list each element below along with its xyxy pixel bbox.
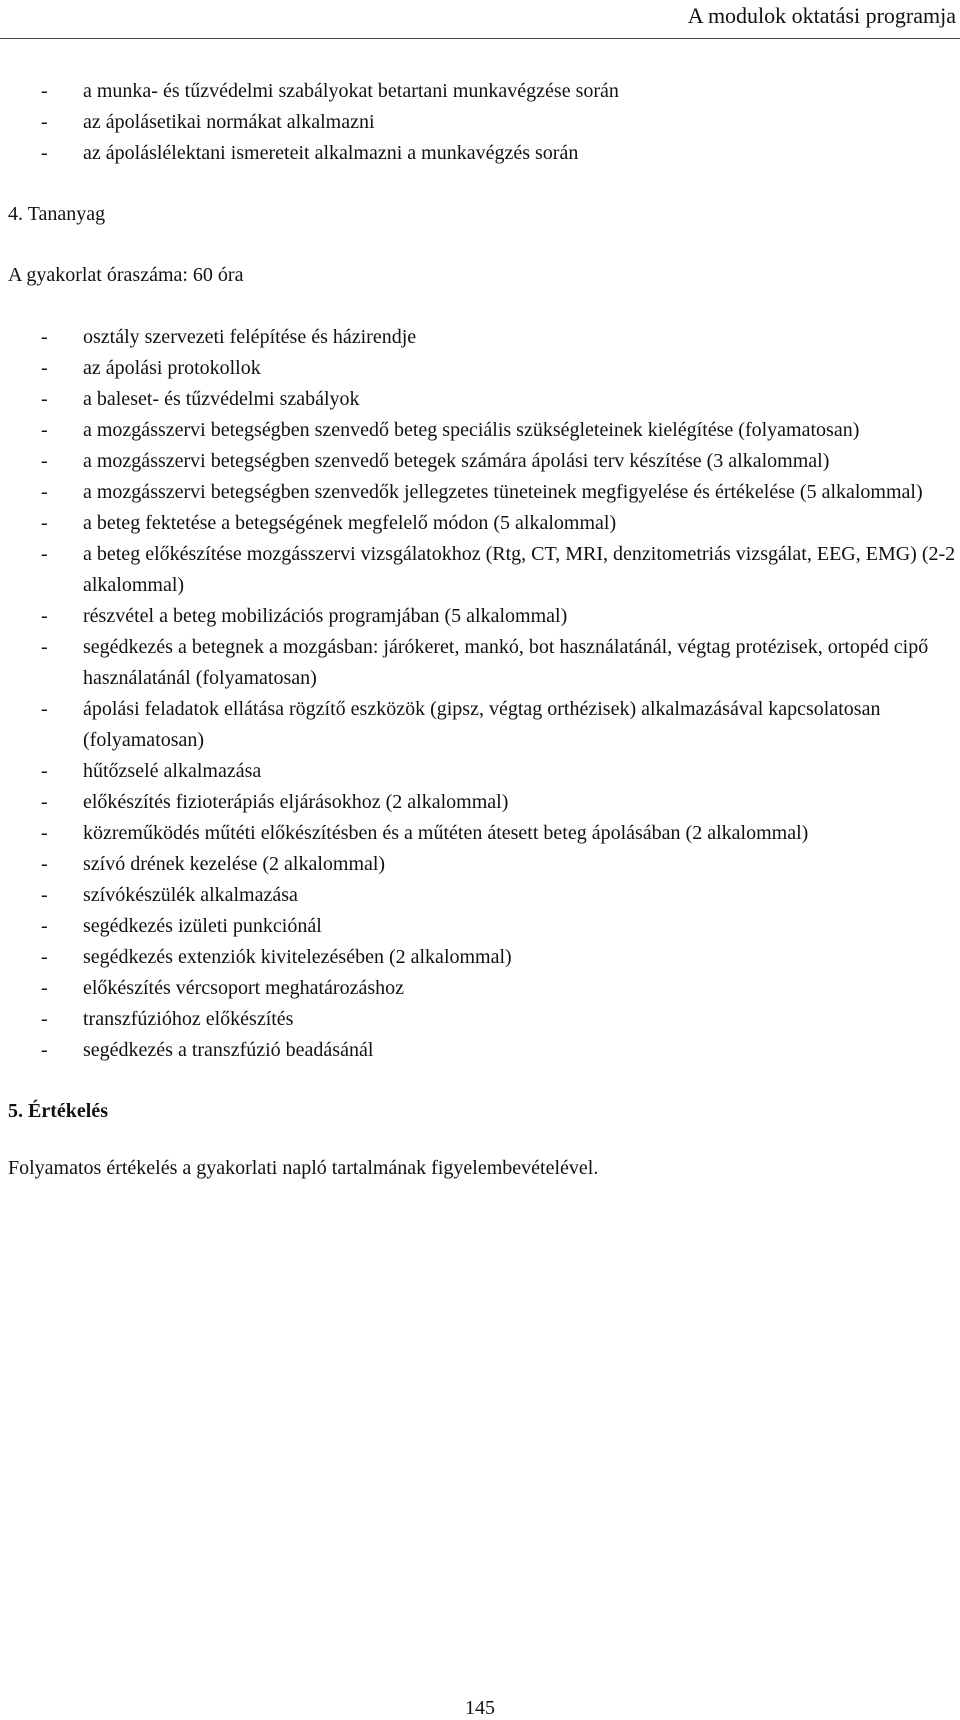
list-item: - segédkezés a betegnek a mozgásban: járókeret, mankó, bot használatánál, végtag protézisek, ortopéd cipő használatánál (folyamatosan) bbox=[41, 636, 929, 689]
list-item: - az ápoláslélektani ismereteit alkalmazni a munkavégzés során bbox=[41, 142, 579, 164]
list-item: - előkészítés vércsoport meghatározáshoz bbox=[41, 977, 404, 999]
list-item: - transzfúzióhoz előkészítés bbox=[41, 1008, 294, 1030]
list-item: - hűtőzselé alkalmazása bbox=[41, 760, 262, 782]
document-body bbox=[8, 76, 958, 1184]
list-item: - segédkezés a transzfúzió beadásánál bbox=[41, 1039, 374, 1061]
intro-list bbox=[8, 76, 958, 169]
list-item: - részvétel a beteg mobilizációs programjában (5 alkalommal) bbox=[41, 605, 568, 627]
list-item: - az ápolásetikai normákat alkalmazni bbox=[41, 111, 375, 133]
header-title: A modulok oktatási programja bbox=[687, 3, 956, 28]
list-item: - szívó drének kezelése (2 alkalommal) bbox=[41, 853, 386, 875]
section-heading-5: 5. Értékelés bbox=[8, 1100, 108, 1122]
hours-line: A gyakorlat óraszáma: 60 óra bbox=[8, 264, 244, 286]
list-item: - ápolási feladatok ellátása rögzítő eszközök (gipsz, végtag orthézisek) alkalmazásával kapcsolatosan (folyamatosan) bbox=[41, 698, 881, 751]
evaluation-text: Folyamatos értékelés a gyakorlati napló tartalmának figyelembevételével. bbox=[8, 1157, 599, 1179]
list-item: - előkészítés fizioterápiás eljárásokhoz (2 alkalommal) bbox=[41, 791, 509, 813]
list-item: - osztály szervezeti felépítése és házirendje bbox=[41, 326, 417, 348]
list-item: - a munka- és tűzvédelmi szabályokat betartani munkavégzése során bbox=[41, 80, 619, 102]
list-item: - a baleset- és tűzvédelmi szabályok bbox=[41, 388, 360, 410]
list-item: - a mozgásszervi betegségben szenvedők jellegzetes tüneteinek megfigyelése és értékelése (5 alkalommal) bbox=[41, 481, 923, 503]
list-item: - közreműködés műtéti előkészítésben és a műtéten átesett beteg ápolásában (2 alkalommal) bbox=[41, 822, 809, 844]
section-heading-4: 4. Tananyag bbox=[8, 203, 106, 225]
list-item: - a mozgásszervi betegségben szenvedő beteg speciális szükségleteinek kielégítése (folyamatosan) bbox=[41, 419, 860, 441]
list-item: - a beteg fektetése a betegségének megfelelő módon (5 alkalommal) bbox=[41, 512, 617, 534]
curriculum-list bbox=[8, 322, 958, 1066]
list-item: - segédkezés extenziók kivitelezésében (2 alkalommal) bbox=[41, 946, 512, 968]
page-number: 145 bbox=[465, 1697, 495, 1719]
list-item: - az ápolási protokollok bbox=[41, 357, 261, 379]
list-item: - szívókészülék alkalmazása bbox=[41, 884, 298, 906]
page-header bbox=[0, 0, 960, 39]
list-item: - segédkezés izületi punkciónál bbox=[41, 915, 322, 937]
list-item: - a mozgásszervi betegségben szenvedő betegek számára ápolási terv készítése (3 alkalommal) bbox=[41, 450, 830, 472]
list-item: - a beteg előkészítése mozgásszervi vizsgálatokhoz (Rtg, CT, MRI, denzitometriás vizsgálat, EEG, EMG) (2-2 alkalommal) bbox=[41, 543, 956, 596]
